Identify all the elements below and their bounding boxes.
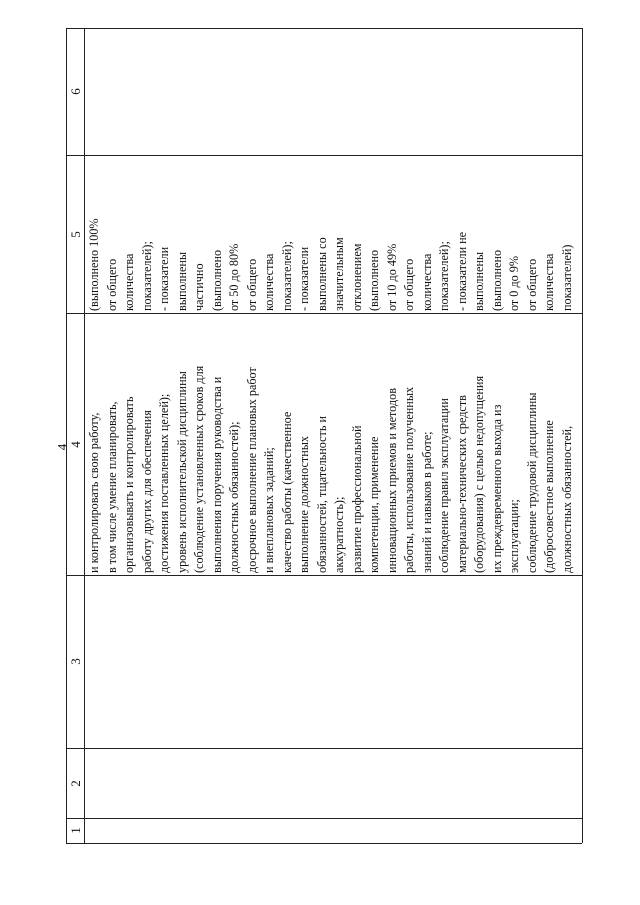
evaluation-line: выполнены [472,251,486,311]
table-border-bottom [582,28,583,843]
evaluation-line: частично [192,263,206,311]
evaluation-line: отклонением [349,243,364,311]
cell-column-4 [85,313,582,575]
column-number-4: 4 [67,440,83,448]
evaluation-line: от 50 до 80% [227,243,241,311]
column-divider-4-3 [66,575,582,576]
indicator-line: (оборудования) с целью недопущения [472,375,486,573]
indicator-line: инновационных приемов и методов [384,388,399,573]
indicator-line: соблюдение правил эксплуатации [437,398,451,573]
evaluation-line: количества [419,253,434,311]
indicator-line: выполнения поручения руководства и [209,376,224,573]
indicator-line: (добросовестное выполнение [542,420,556,573]
evaluation-line: выполнены со [314,237,329,311]
column-number-3: 3 [67,658,83,665]
column-number-1: 1 [67,827,83,834]
evaluation-line: показателей); [279,241,294,311]
page-number-text: 4 [54,443,69,451]
indicator-line: работы, использование полученных [402,386,416,573]
evaluation-line: (выполнено [489,249,504,311]
evaluation-line: - показатели не [454,231,469,311]
evaluation-line: показателей) [559,244,574,311]
indicator-line: качество работы (качественное [279,411,294,573]
indicator-line: компетенции, применение [367,436,381,573]
table-border-left [66,843,582,844]
column-number-6: 6 [67,88,83,95]
evaluation-line: значительным [332,237,346,311]
evaluation-line: от общего [104,258,119,311]
indicator-line: уровень исполнительской дисциплины [174,371,189,573]
indicator-line: эксплуатации; [507,499,521,573]
column-divider-2-1 [66,818,582,819]
indicator-line: досрочное выполнение плановых работ [244,367,259,573]
indicator-line: их преждевременного выхода из [489,404,504,573]
evaluation-line: показателей); [139,241,154,311]
indicator-line: должностных обязанностей); [227,421,241,573]
table-border-right [66,28,582,29]
evaluation-line: количества [122,253,136,311]
evaluation-line: от 10 до 49% [384,243,399,311]
evaluation-line: - показатели [297,246,311,311]
evaluation-line: - показатели [157,246,171,311]
evaluation-line: показателей); [437,241,451,311]
evaluation-levels-text [86,155,576,311]
evaluation-line: от общего [244,258,259,311]
indicator-line: и контролировать свою работу, [87,412,101,573]
evaluation-line: (выполнено [209,249,224,311]
indicator-line: обязанностей, тщательность и [314,416,329,573]
indicator-line: знаний и навыков в работе; [419,431,434,573]
evaluation-line: выполнены [174,251,189,311]
column-number-2: 2 [67,779,83,787]
evaluation-line: (выполнено 100% [87,218,101,311]
column-divider-3-2 [66,748,582,749]
indicator-line: должностных обязанностей, [559,425,574,573]
indicator-line: аккуратность); [332,496,346,573]
evaluation-line: от 0 до 9% [507,255,521,311]
performance-indicators-text [86,313,576,573]
indicator-line: в том числе умение планировать, [104,401,119,573]
column-number-5: 5 [67,230,83,238]
indicator-line: (соблюдение установленных сроков для [192,365,206,573]
evaluation-line: количества [262,253,276,311]
indicator-line: выполнение должностных [297,435,311,573]
indicator-line: достижения поставленных целей); [157,393,171,573]
indicator-line: работу других для обеспечения [139,410,154,573]
indicator-line: соблюдение трудовой дисциплины [524,392,539,573]
evaluation-line: от общего [402,258,416,311]
evaluation-line: (выполнено [367,249,381,311]
indicator-line: развитие профессиональной [349,425,364,573]
indicator-line: материально-технических средств [454,395,469,573]
evaluation-line: количества [542,253,556,311]
indicator-line: и внеплановых заданий; [262,447,276,573]
indicator-line: организовывать и контролировать [122,396,136,573]
evaluation-line: от общего [524,258,539,311]
criteria-table [66,28,582,843]
cell-column-5 [85,155,582,313]
